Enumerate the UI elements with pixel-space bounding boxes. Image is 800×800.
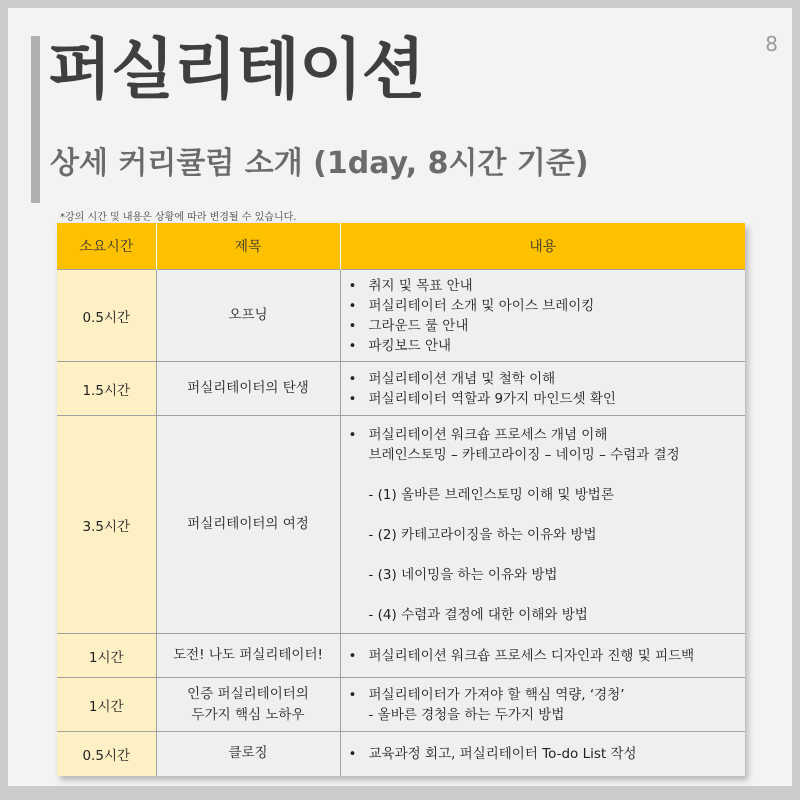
topic-line: 도전! 나도 퍼실리테이터! [173, 647, 323, 663]
content-sub-item: - (1) 올바른 브레인스토밍 이해 및 방법론 [368, 486, 614, 503]
slide [8, 8, 792, 786]
table-row [57, 362, 745, 416]
topic-line: 인증 퍼실리테이터의 [187, 685, 309, 702]
page-subtitle: 상세 커리큘럼 소개 (1day, 8시간 기준) [50, 146, 589, 181]
topic-cell [156, 634, 340, 678]
content-cell [340, 362, 745, 416]
table-row [57, 270, 745, 362]
topic-cell [156, 362, 340, 416]
content-spacer [349, 585, 740, 605]
duration-cell: 1.5시간 [57, 362, 156, 416]
content-bullet-item: • 퍼실리테이션 워크숍 프로세스 디자인과 진행 및 피드백 [349, 646, 740, 666]
content-sub-item: - 올바른 경청을 하는 두가지 방법 [368, 706, 565, 723]
duration-cell: 1시간 [57, 678, 156, 732]
page-title: 퍼실리테이션 [48, 31, 425, 108]
disclaimer-note: *강의 시간 및 내용은 상황에 따라 변경될 수 있습니다. [60, 212, 297, 223]
topic-line: 퍼실리테이터의 여정 [187, 516, 309, 532]
content-cell [340, 416, 745, 634]
table-row [57, 416, 745, 634]
content-bullet-item: • 취지 및 목표 안내 [349, 276, 740, 296]
duration-cell: 0.5시간 [57, 732, 156, 776]
content-cell [340, 634, 745, 678]
content-bullet-item: • 퍼실리테이션 워크숍 프로세스 개념 이해 [349, 425, 740, 445]
topic-cell [156, 732, 340, 776]
table-row [57, 634, 745, 678]
content-sub-item: - (2) 카테고라이징을 하는 이유와 방법 [368, 526, 597, 543]
header-duration: 소요시간 [57, 223, 156, 270]
header-title: 제목 [156, 223, 340, 270]
content-bullet-item: • 퍼실리테이터 소개 및 아이스 브레이킹 [349, 296, 740, 316]
topic-line: 두가지 핵심 노하우 [191, 706, 305, 723]
content-bullet-item: • 파킹보드 안내 [349, 336, 740, 356]
topic-cell [156, 270, 340, 362]
duration-cell: 0.5시간 [57, 270, 156, 362]
topic-cell [156, 416, 340, 634]
content-bullet-item: • 퍼실리테이션 개념 및 철학 이해 [349, 369, 740, 389]
topic-line: 오프닝 [228, 307, 268, 323]
content-bullet-item: • 교육과정 회고, 퍼실리테이터 To-do List 작성 [349, 744, 740, 764]
content-sub-item: 브레인스토밍 – 카테고라이징 – 네이밍 – 수렴과 결정 [368, 446, 680, 463]
table-row [57, 678, 745, 732]
content-cell [340, 270, 745, 362]
content-sub-item: - (4) 수렴과 결정에 대한 이해와 방법 [368, 606, 588, 623]
content-spacer [349, 545, 740, 565]
duration-cell: 3.5시간 [57, 416, 156, 634]
topic-cell [156, 678, 340, 732]
curriculum-table [57, 223, 745, 776]
table-row [57, 732, 745, 776]
table-body [57, 270, 745, 776]
content-cell [340, 678, 745, 732]
header-content: 내용 [340, 223, 745, 270]
title-accent-bar [31, 36, 40, 203]
content-spacer [349, 465, 740, 485]
content-spacer [349, 505, 740, 525]
table-header-row [57, 223, 745, 270]
content-bullet-item: • 퍼실리테이터가 가져야 할 핵심 역량, ‘경청’ [349, 685, 740, 705]
content-sub-item: - (3) 네이밍을 하는 이유와 방법 [368, 566, 558, 583]
content-bullet-item: • 퍼실리테이터 역할과 9가지 마인드셋 확인 [349, 389, 740, 409]
topic-line: 퍼실리테이터의 탄생 [187, 380, 309, 396]
topic-line: 클로징 [228, 745, 268, 762]
page-number: 8 [765, 32, 778, 56]
content-cell [340, 732, 745, 776]
curriculum-table-wrapper [57, 223, 745, 776]
duration-cell: 1시간 [57, 634, 156, 678]
content-bullet-item: • 그라운드 룰 안내 [349, 316, 740, 336]
